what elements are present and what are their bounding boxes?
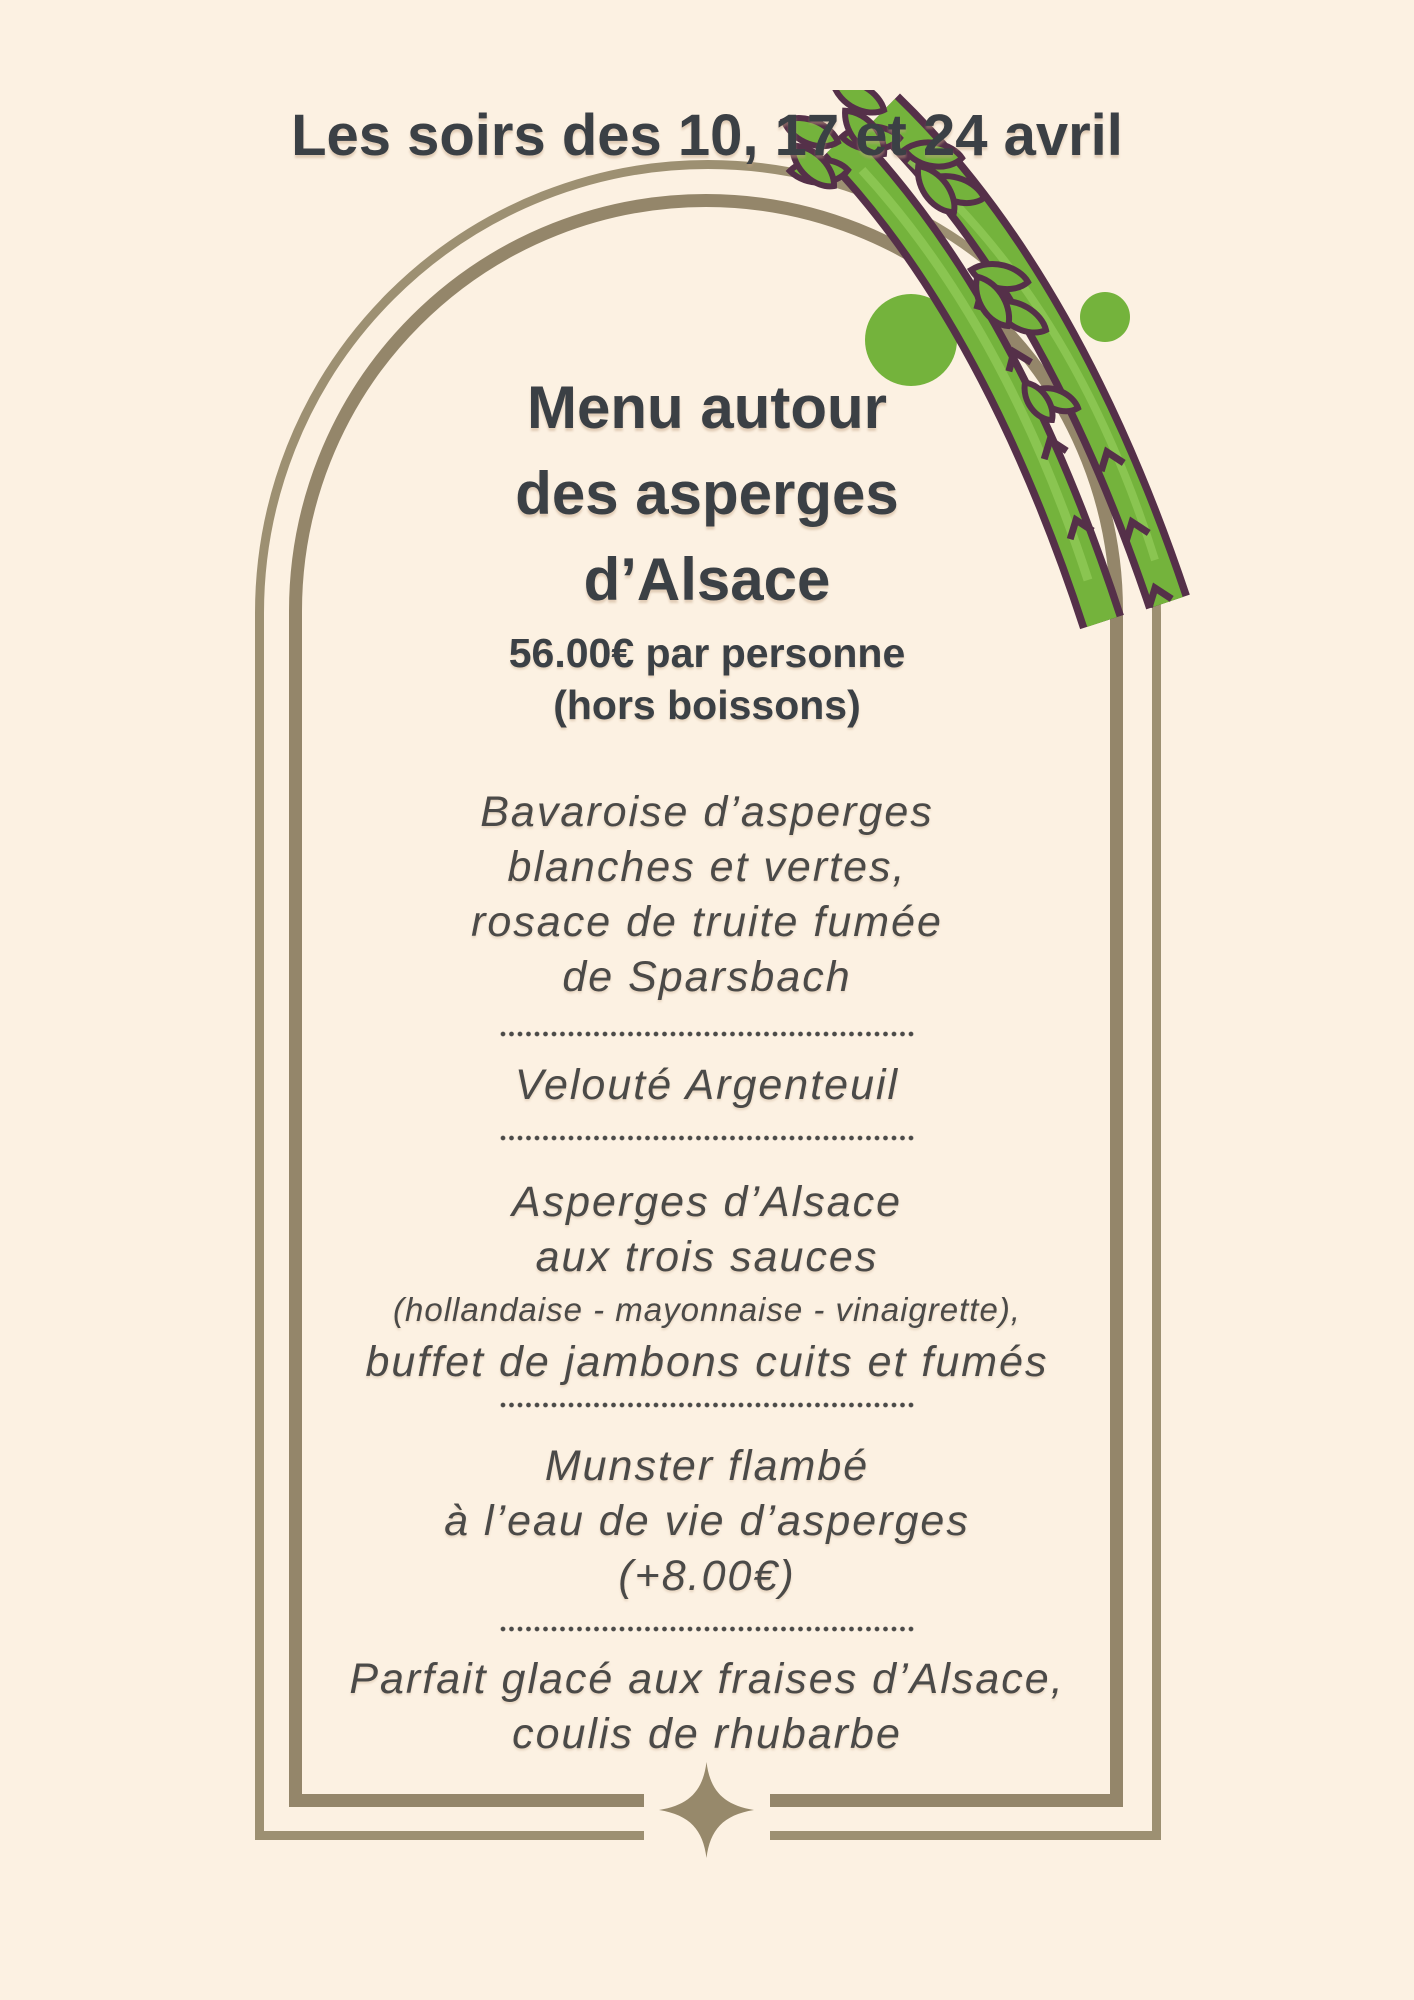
menu-course (150, 1058, 1264, 1113)
course-list (150, 785, 1264, 1762)
menu-title-line: des asperges (515, 460, 899, 527)
course-line: de Sparsbach (562, 953, 852, 1001)
dotted-divider (500, 1135, 914, 1141)
green-dot-medium (1080, 292, 1130, 342)
dotted-divider (500, 1402, 914, 1408)
course-line: Parfait glacé aux fraises d’Alsace, (349, 1655, 1065, 1703)
course-line: (hollandaise - mayonnaise - vinaigrette), (393, 1291, 1021, 1328)
course-line: aux trois sauces (535, 1233, 879, 1281)
price-per-person: 56.00€ par personne (508, 630, 906, 676)
menu-title-line: d’Alsace (583, 546, 831, 613)
course-line: buffet de jambons cuits et fumés (365, 1338, 1049, 1386)
dotted-divider (500, 1626, 914, 1632)
course-line: rosace de truite fumée (471, 898, 943, 946)
page-title: Les soirs des 10, 17 et 24 avril (291, 103, 1123, 168)
course-line: blanches et vertes, (507, 843, 907, 891)
course-line: à l’eau de vie d’asperges (444, 1497, 970, 1545)
course-line: Asperges d’Alsace (511, 1178, 903, 1226)
course-line: Munster flambé (544, 1442, 870, 1490)
menu-course (150, 1439, 1264, 1604)
menu-price (150, 627, 1264, 731)
menu-course (150, 1175, 1264, 1390)
menu-title (150, 365, 1264, 623)
menu-title-line: Menu autour (527, 374, 887, 441)
course-line: (+8.00€) (618, 1552, 796, 1600)
price-note: (hors boissons) (553, 682, 861, 728)
course-line: coulis de rhubarbe (512, 1710, 902, 1758)
sparkle-icon (659, 1762, 754, 1858)
course-line: Velouté Argenteuil (514, 1061, 900, 1109)
course-line: Bavaroise d’asperges (480, 788, 934, 836)
menu-course (150, 1652, 1264, 1762)
dotted-divider (500, 1031, 914, 1037)
menu-course (150, 785, 1264, 1005)
